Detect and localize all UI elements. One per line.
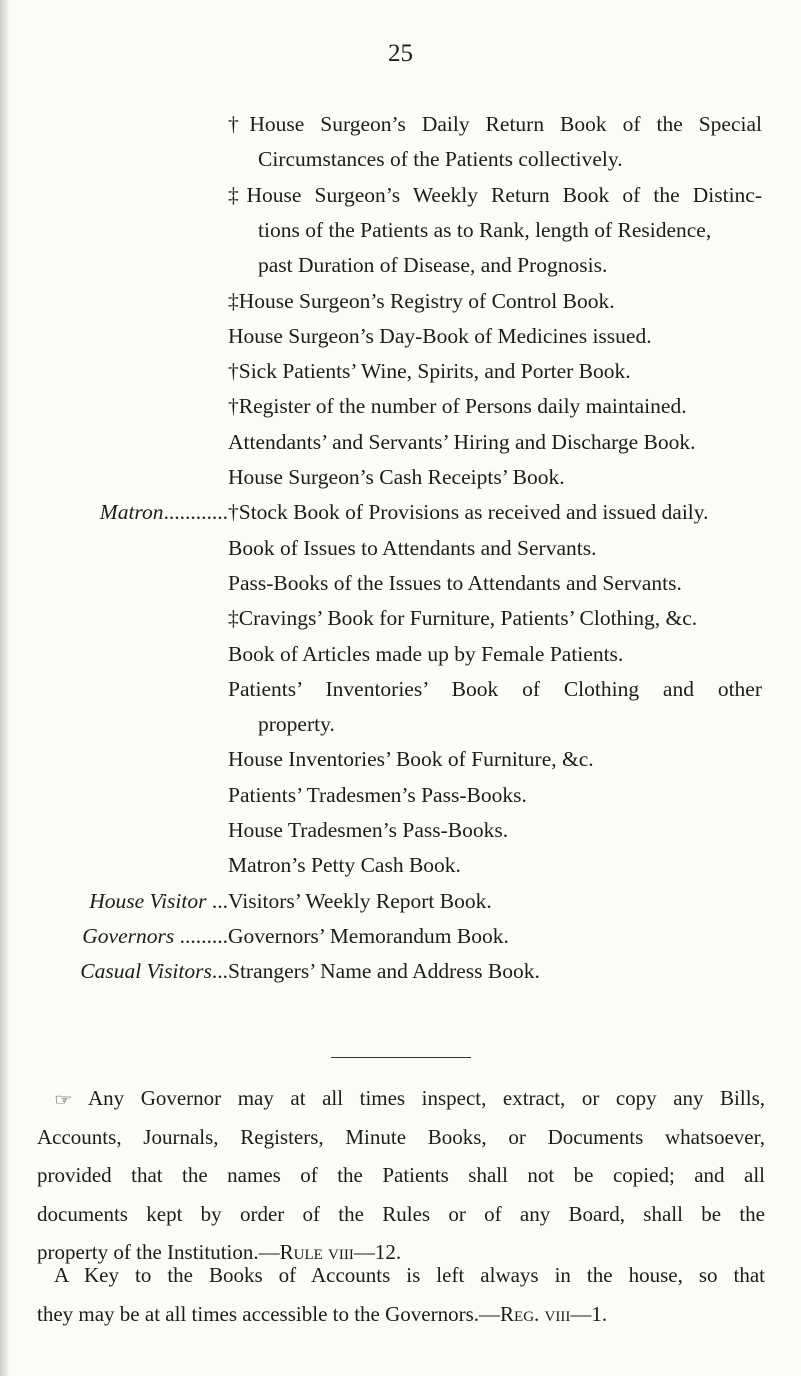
book-title: House Inventories’ Book of Furniture, &c. (228, 747, 594, 772)
book-entry (228, 287, 615, 315)
book-title: †Stock Book of Provisions as received and issued daily. (228, 500, 709, 525)
officer-label: Casual Visitors (80, 959, 212, 984)
book-title: Circumstances of the Patients collectively. (258, 147, 623, 172)
book-title: Attendants’ and Servants’ Hiring and Discharge Book. (228, 429, 696, 454)
section-divider (331, 1057, 471, 1058)
book-entry (258, 251, 607, 279)
note-line: documents kept by order of the Rules or of any Board, shall be the (37, 1201, 765, 1226)
book-entry (228, 851, 461, 879)
book-title: House Tradesmen’s Pass-Books. (228, 818, 509, 842)
note-text: A Key to the Books of Accounts is left always in the house, so that (54, 1263, 765, 1287)
book-entry-title: †House Surgeon’s Daily Return Book of the Special (228, 112, 762, 136)
book-title: House Surgeon’s Day-Book of Medicines issued. (228, 323, 652, 348)
book-entry (258, 216, 711, 244)
book-entry (228, 604, 697, 632)
book-title: †Register of the number of Persons daily maintained. (228, 394, 687, 419)
book-title: Strangers’ Name and Address Book. (228, 959, 540, 984)
book-entry (228, 428, 696, 456)
officer-column (80, 957, 228, 985)
book-title: ‡Cravings’ Book for Furniture, Patients’ Clothing, &c. (228, 606, 698, 631)
dot-leader: ......... (174, 923, 228, 948)
regulation-number: —1. (570, 1301, 608, 1326)
officer-column (82, 922, 228, 950)
officer-label: Matron (99, 500, 164, 525)
dot-leader: ... (206, 888, 228, 913)
book-entry (228, 392, 687, 420)
book-title: House Surgeon’s Cash Receipts’ Book. (228, 465, 565, 489)
book-title: Book of Articles made up by Female Patients. (228, 641, 624, 666)
pointing-hand-icon: ☞ (54, 1092, 73, 1109)
rule-number: —12. (353, 1240, 402, 1264)
book-title: past Duration of Disease, and Prognosis. (258, 253, 608, 278)
book-entry (99, 498, 709, 526)
book-entry-title: Patients’ Inventories’ Book of Clothing and other (228, 676, 762, 701)
book-entry (228, 816, 508, 844)
book-entry (228, 322, 652, 350)
note-text: property of the Institution.— (37, 1240, 280, 1264)
officer-label: House Visitor (89, 888, 207, 913)
book-title: ‡House Surgeon’s Registry of Control Book. (228, 288, 615, 313)
regulation-reference: Reg. viii (500, 1301, 571, 1326)
note-text: Any Governor may at all times inspect, extract, or copy any Bills, (88, 1086, 765, 1110)
book-title: Governors’ Memorandum Book. (228, 923, 509, 948)
book-entry (228, 463, 565, 491)
book-entry (228, 640, 623, 668)
book-entry (82, 922, 509, 950)
book-entry (80, 957, 540, 985)
note-line (37, 1295, 607, 1334)
book-entry (228, 357, 631, 385)
officer-column (100, 498, 228, 526)
note-line: provided that the names of the Patients shall not be copied; and all (37, 1163, 765, 1187)
page-gutter-shadow (0, 0, 10, 1376)
officer-label: Governors (82, 923, 175, 948)
note-line: Accounts, Journals, Registers, Minute Books, or Documents whatsoever, (37, 1124, 765, 1149)
dot-leader: ... (211, 959, 228, 984)
note-line (37, 1079, 765, 1121)
book-title: tions of the Patients as to Rank, length of Residence, (258, 217, 712, 242)
book-title: Visitors’ Weekly Report Book. (228, 888, 492, 913)
book-entry (258, 710, 335, 738)
book-entry (228, 745, 594, 773)
book-entry-title: ‡House Surgeon’s Weekly Return Book of the Distinc- (228, 182, 762, 207)
book-title: Book of Issues to Attendants and Servants. (228, 535, 597, 560)
book-entry (228, 534, 596, 562)
book-title: Pass-Books of the Issues to Attendants and Servants. (228, 570, 682, 595)
note-line (37, 1256, 765, 1295)
page-number: 25 (388, 40, 413, 67)
book-entry (228, 569, 682, 597)
book-entry (228, 781, 527, 809)
book-title: Matron’s Petty Cash Book. (228, 853, 461, 878)
dot-leader: ............ (163, 500, 228, 525)
officer-column (89, 887, 228, 915)
book-title: Patients’ Tradesmen’s Pass-Books. (228, 782, 527, 807)
book-title: property. (258, 712, 335, 737)
book-title: †Sick Patients’ Wine, Spirits, and Porter Book. (228, 359, 631, 384)
note-text: they may be at all times accessible to the Governors.— (37, 1301, 501, 1326)
rule-reference: Rule viii (279, 1240, 354, 1264)
book-entry (258, 145, 623, 173)
book-entry (89, 887, 492, 915)
